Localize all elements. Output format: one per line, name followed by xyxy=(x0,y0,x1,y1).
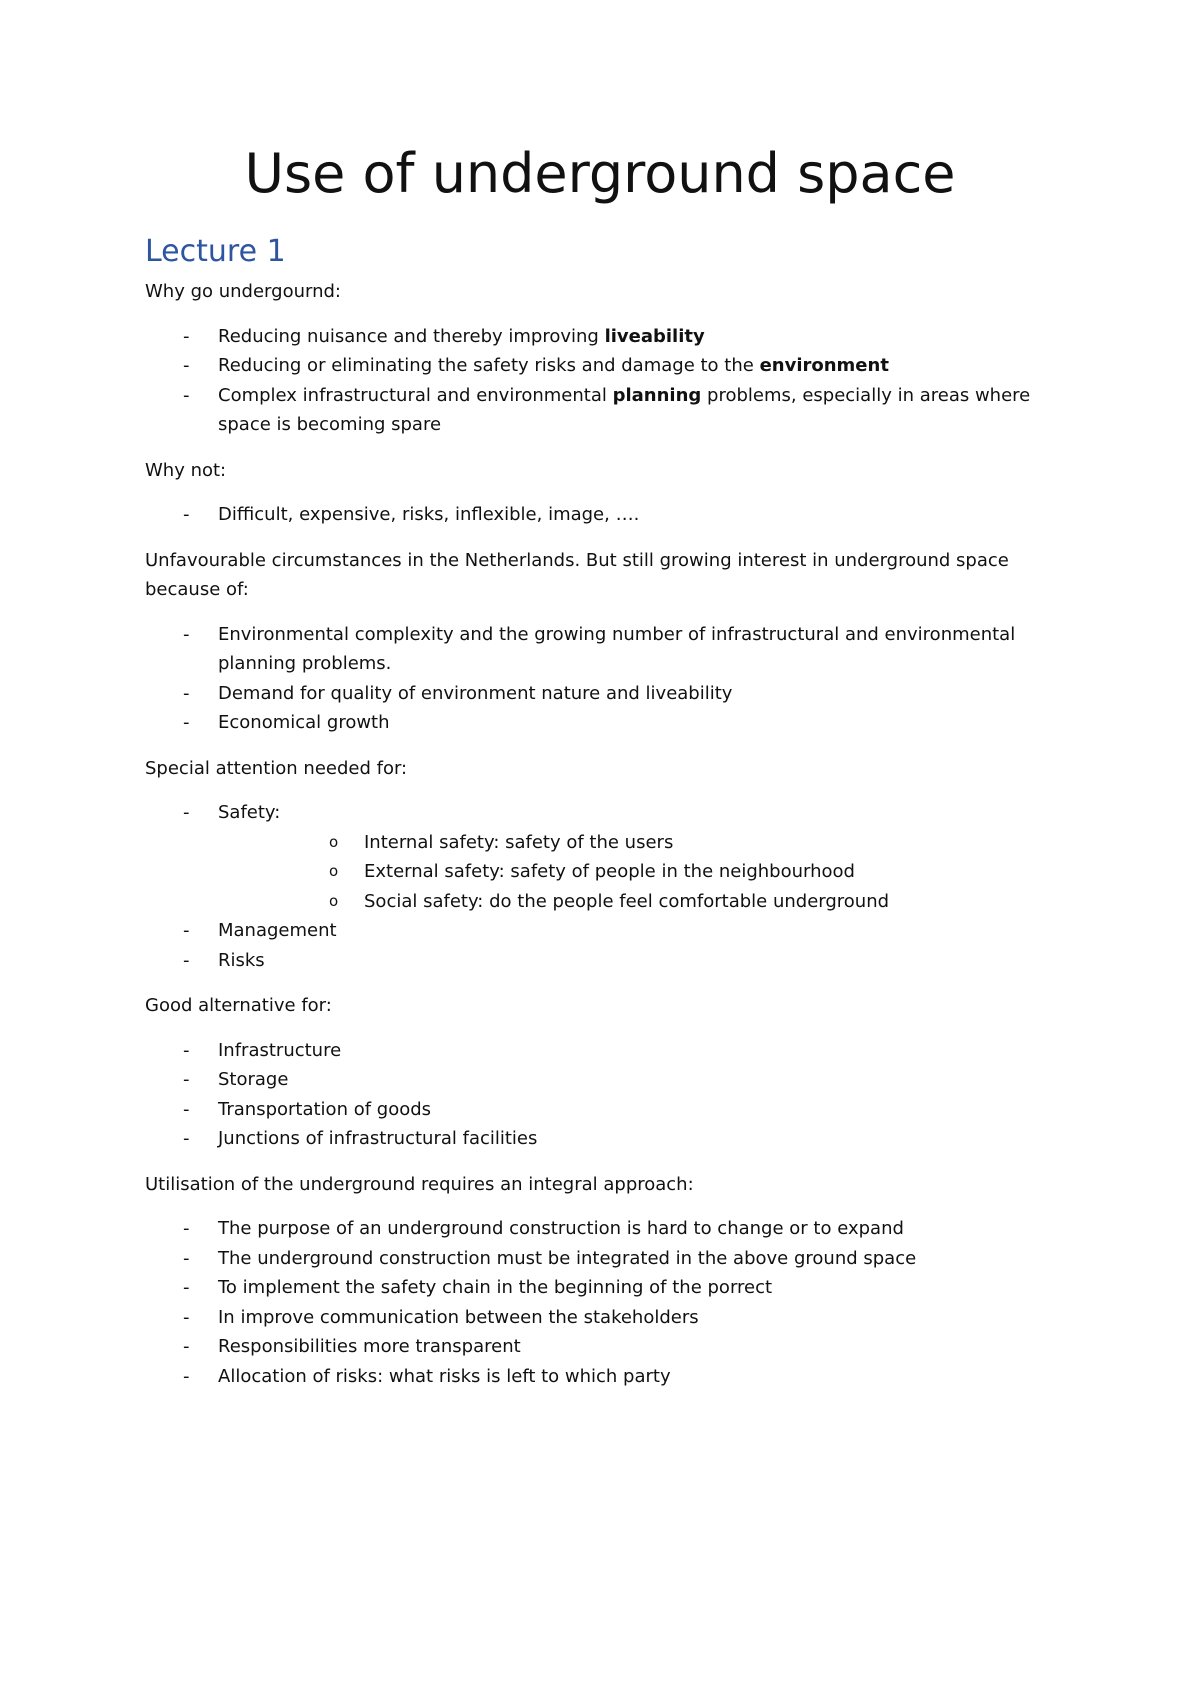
paragraph: Unfavourable circumstances in the Netherlands. But still growing interest in underground space because of: xyxy=(145,549,1009,600)
dash-bullet: - xyxy=(183,1365,190,1387)
list-item xyxy=(145,381,1045,440)
circle-bullet: o xyxy=(329,862,339,880)
dash-bullet: - xyxy=(183,623,190,645)
bold-text: liveability xyxy=(604,325,705,347)
bullet-list xyxy=(145,798,1045,975)
list-item xyxy=(145,916,1045,946)
list-item xyxy=(145,708,1045,738)
paragraph: Utilisation of the underground requires an integral approach: xyxy=(145,1173,694,1195)
list-item xyxy=(145,322,1045,352)
dash-bullet: - xyxy=(183,1069,190,1090)
list-item-text: Risks xyxy=(218,949,265,971)
list-item-text: Difficult, expensive, risks, inflexible, image, …. xyxy=(218,504,640,525)
sub-list-item-text: External safety: safety of people in the neighbourhood xyxy=(364,861,855,882)
list-item-text: Reducing nuisance and thereby improving xyxy=(218,325,605,347)
circle-bullet: o xyxy=(329,832,339,851)
dash-bullet: - xyxy=(183,712,190,733)
paragraph: Why not: xyxy=(145,459,227,481)
list-item-text: Management xyxy=(218,920,337,941)
list-item xyxy=(145,679,1045,709)
sub-list-item-text: Internal safety: safety of the users xyxy=(364,831,674,853)
bullet-list xyxy=(145,1214,1045,1391)
list-item-text: Environmental complexity and the growing number of infrastructural and environmental planning problems. xyxy=(218,623,1016,674)
dash-bullet: - xyxy=(183,1336,190,1357)
sub-list xyxy=(218,828,1045,917)
list-item-text: Safety: xyxy=(218,802,281,823)
list-item-text: Complex infrastructural and environmental xyxy=(218,384,613,406)
list-item-text: Transportation of goods xyxy=(218,1098,432,1120)
document-title: Use of underground space xyxy=(244,142,956,205)
list-item-text: problems, especially in areas where space is becoming spare xyxy=(218,384,1031,435)
paragraph: Good alternative for: xyxy=(145,995,332,1016)
list-item xyxy=(145,620,1045,679)
sub-list-item xyxy=(218,887,1045,917)
dash-bullet: - xyxy=(183,1277,190,1298)
list-item xyxy=(145,1095,1045,1125)
sub-list-item xyxy=(218,857,1045,887)
dash-bullet: - xyxy=(183,1039,190,1061)
list-item-text: Economical growth xyxy=(218,712,390,733)
dash-bullet: - xyxy=(183,1306,190,1328)
dash-bullet: - xyxy=(183,1218,190,1239)
bullet-list xyxy=(145,1036,1045,1154)
dash-bullet: - xyxy=(183,802,190,823)
sub-list-item xyxy=(218,828,1045,858)
paragraph: Special attention needed for: xyxy=(145,757,408,779)
list-item xyxy=(145,1214,1045,1244)
list-item xyxy=(145,1124,1045,1154)
paragraph: Why go undergournd: xyxy=(145,281,341,302)
list-item xyxy=(145,1303,1045,1333)
dash-bullet: - xyxy=(183,384,190,406)
dash-bullet: - xyxy=(183,1128,190,1149)
list-item xyxy=(145,351,1045,381)
document-body xyxy=(145,277,1045,1407)
list-item xyxy=(145,1332,1045,1362)
dash-bullet: - xyxy=(183,949,190,971)
list-item-text: In improve communication between the stakeholders xyxy=(218,1306,699,1328)
list-item-text: To implement the safety chain in the beginning of the porrect xyxy=(218,1277,773,1298)
dash-bullet: - xyxy=(183,1098,190,1120)
list-item xyxy=(145,1065,1045,1095)
dash-bullet: - xyxy=(183,325,190,347)
list-item xyxy=(145,1244,1045,1274)
bullet-list xyxy=(145,500,1045,530)
circle-bullet: o xyxy=(329,891,339,910)
list-item xyxy=(145,946,1045,976)
dash-bullet: - xyxy=(183,920,190,941)
bullet-list xyxy=(145,620,1045,738)
dash-bullet: - xyxy=(183,504,190,525)
dash-bullet: - xyxy=(183,1247,190,1269)
bold-text: environment xyxy=(759,355,889,376)
section-heading: Lecture 1 xyxy=(145,234,286,269)
sub-list-item-text: Social safety: do the people feel comfortable underground xyxy=(364,890,890,912)
list-item-text: Responsibilities more transparent xyxy=(218,1336,521,1357)
dash-bullet: - xyxy=(183,682,190,704)
dash-bullet: - xyxy=(183,355,190,376)
list-item xyxy=(145,1036,1045,1066)
list-item xyxy=(145,1273,1045,1303)
bullet-list xyxy=(145,322,1045,440)
list-item xyxy=(145,500,1045,530)
list-item-text: Infrastructure xyxy=(218,1039,342,1061)
list-item-text: Storage xyxy=(218,1069,289,1090)
list-item-text: Allocation of risks: what risks is left to which party xyxy=(218,1365,671,1387)
list-item-text: Reducing or eliminating the safety risks and damage to the xyxy=(218,355,760,376)
list-item-text: Demand for quality of environment nature and liveability xyxy=(218,682,733,704)
bold-text: planning xyxy=(612,384,702,406)
list-item-text: Junctions of infrastructural facilities xyxy=(218,1128,538,1149)
list-item-text: The underground construction must be integrated in the above ground space xyxy=(218,1247,917,1269)
list-item xyxy=(145,798,1045,916)
list-item xyxy=(145,1362,1045,1392)
list-item-text: The purpose of an underground construction is hard to change or to expand xyxy=(218,1218,904,1239)
